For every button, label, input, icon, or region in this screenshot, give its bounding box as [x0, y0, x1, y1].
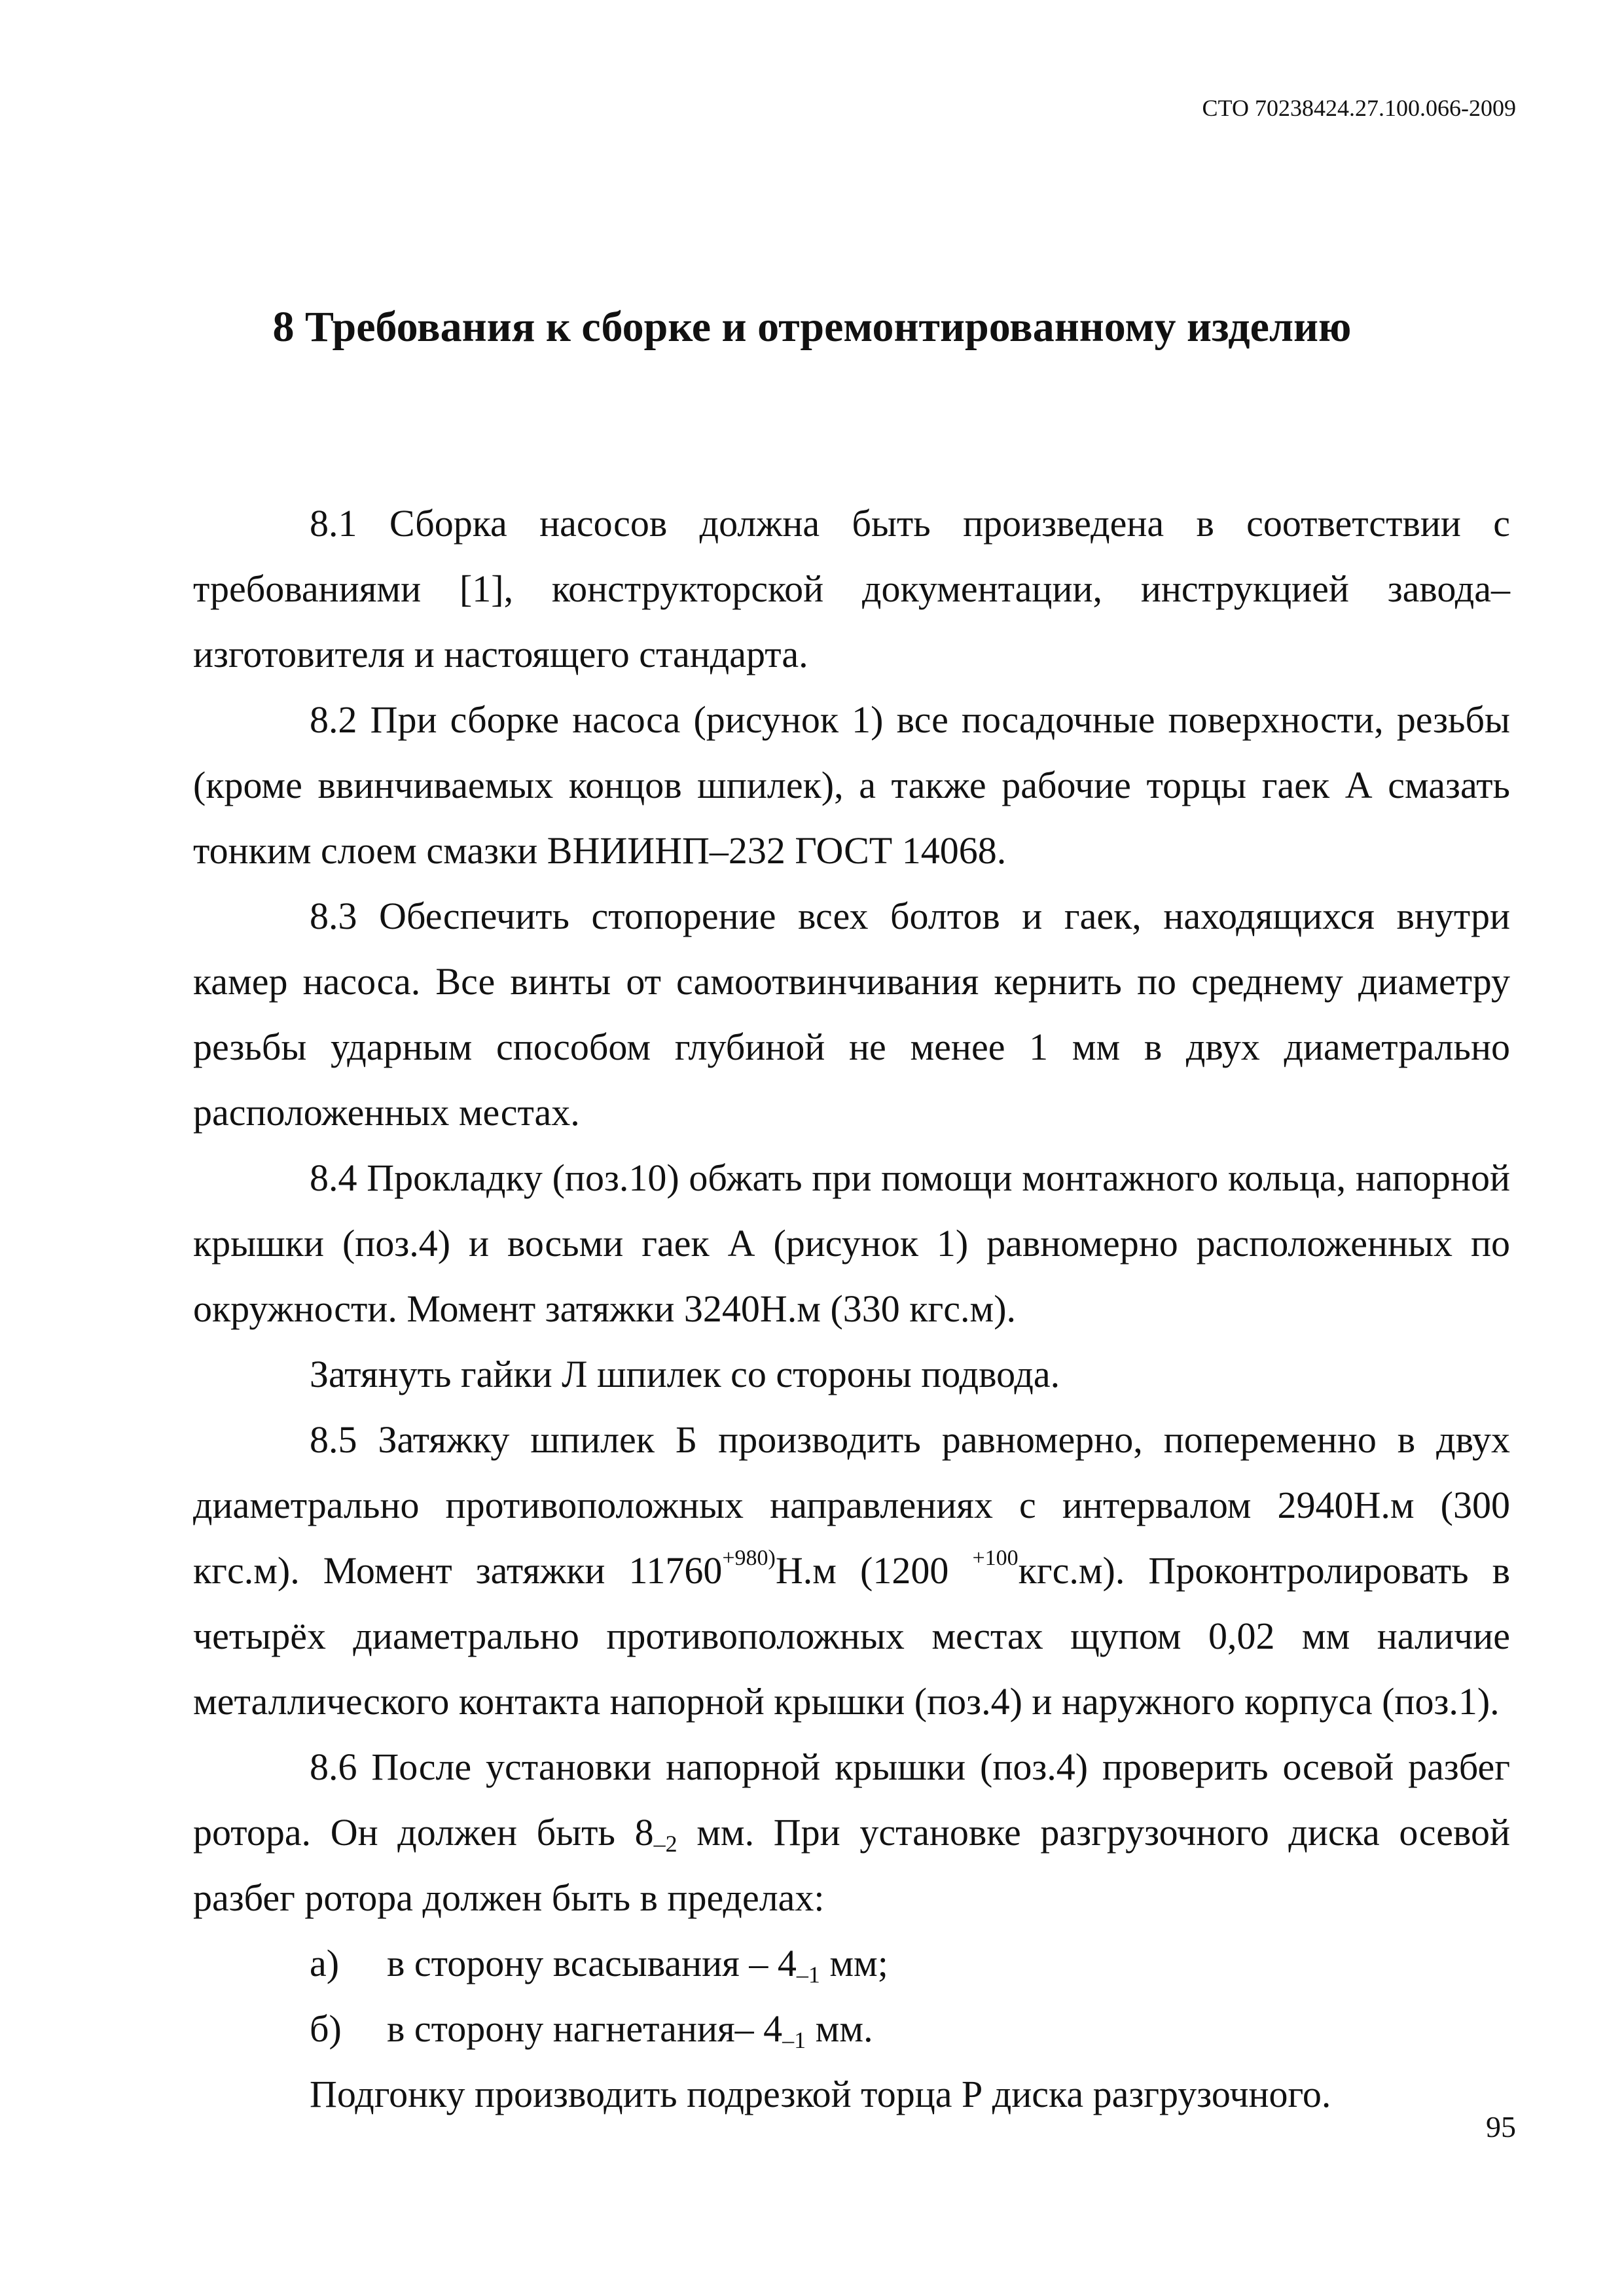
paragraph-8-3: 8.3 Обеспечить стопорение всех болтов и гаек, находящихся внутри камер насоса. Все винты от самоотвинчивания кернить по среднему диаметру резьбы ударным способом глубиной не менее 1 мм в двух диаметрально расположенных местах. [193, 895, 1510, 1134]
paragraph-8-6-text-2: мм. При установке разгрузочного диска осевой разбег ротора должен быть в пределах: [193, 1811, 1510, 1919]
paragraph-8-1: 8.1 Сборка насосов должна быть произведена в соответствии с требованиями [1], конструкторской документации, инструкцией завода–изготовителя и настоящего стандарта. [193, 502, 1510, 675]
paragraph-8-5 [193, 1407, 1510, 1734]
torque-tolerance-kgs: +100 [972, 1546, 1019, 1570]
paragraph-8-6 [193, 1734, 1510, 1931]
list-item-b [193, 1996, 1510, 2062]
list-item-unit: мм. [806, 2007, 873, 2050]
paragraph-8-2: 8.2 При сборке насоса (рисунок 1) все посадочные поверхности, резьбы (кроме ввинчиваемых концов шпилек), а также рабочие торцы гаек А смазать тонким слоем смазки ВНИИНП–232 ГОСТ 14068. [193, 698, 1510, 872]
paragraph-8-4: 8.4 Прокладку (поз.10) обжать при помощи монтажного кольца, напорной крышки (поз.4) и восьми гаек А (рисунок 1) равномерно расположенных по окружности. Момент затяжки 3240Н.м (330 кгс.м). [193, 1157, 1510, 1330]
list-item-text: в сторону всасывания – 4 [387, 1942, 797, 1984]
paragraph-8-4-note: Затянуть гайки Л шпилек со стороны подвода. [310, 1353, 1060, 1395]
section-title: 8 Требования к сборке и отремонтированному изделию [272, 303, 1352, 351]
list-marker: а) [310, 1942, 340, 1984]
document-body [193, 491, 1510, 2127]
list-item-tolerance: –1 [796, 1962, 820, 1988]
list-item-a [193, 1931, 1510, 1996]
paragraph-8-5-text-1: 8.5 Затяжку шпилек Б производить равномерно, попеременно в двух диаметрально противоположных направлениях с интервалом 2940Н.м (300 кгс.м). Момент затяжки 11760 [193, 1418, 1510, 1592]
axial-play-tolerance: –2 [653, 1831, 677, 1857]
paragraph-fitting-note: Подгонку производить подрезкой торца Р диска разгрузочного. [310, 2073, 1331, 2115]
list-marker: б) [310, 2007, 342, 2050]
paragraph-8-5-text-2: Н.м (1200 [775, 1549, 973, 1592]
torque-tolerance-nm: +980) [722, 1546, 776, 1570]
paragraph-8-5-text-3: кгс.м). Проконтролировать в четырёх диаметрально противоположных местах щупом 0,02 мм наличие металлического контакта напорной крышки (поз.4) и наружного корпуса (поз.1). [193, 1549, 1510, 1723]
page-number: 95 [1486, 2110, 1516, 2144]
document-code: СТО 70238424.27.100.066-2009 [1202, 95, 1516, 121]
list-item-text: в сторону нагнетания– 4 [387, 2007, 783, 2050]
paragraph-8-6-text-1: 8.6 После установки напорной крышки (поз.4) проверить осевой разбег ротора. Он должен быть 8 [193, 1746, 1510, 1854]
list-item-unit: мм; [820, 1942, 888, 1984]
list-item-tolerance: –1 [782, 2027, 806, 2053]
